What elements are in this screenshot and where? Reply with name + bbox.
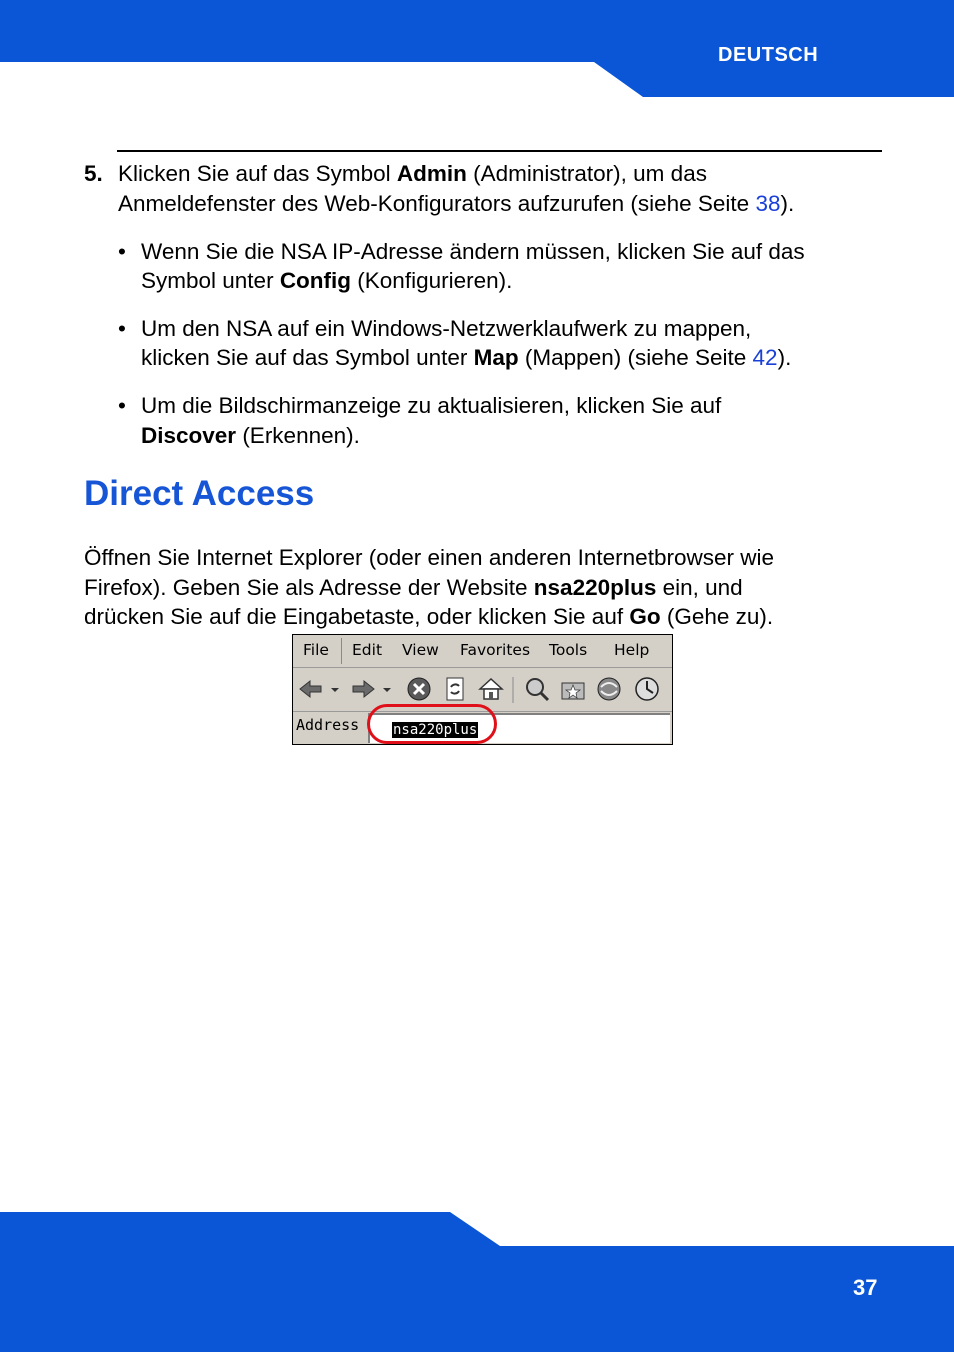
section-heading: Direct Access (84, 474, 315, 513)
step-number: 5. (84, 161, 103, 186)
address-value: nsa220plus (393, 722, 478, 738)
step-text-line-1: Klicken Sie auf das Symbol Admin (Administrator), um das (118, 161, 707, 186)
favorites-icon[interactable] (559, 675, 587, 703)
menu-favorites[interactable]: Favorites (460, 641, 531, 659)
bullet-2-line-2: klicken Sie auf das Symbol unter Map (Mappen) (siehe Seite 42). (141, 345, 792, 370)
language-label: DEUTSCH (718, 44, 819, 66)
bullet-1-line-1: Wenn Sie die NSA IP-Adresse ändern müssen, klicken Sie auf das (141, 239, 805, 264)
bullet-1-line-2: Symbol unter Config (Konfigurieren). (141, 268, 513, 293)
paragraph-line-2: Firefox). Geben Sie als Adresse der Website nsa220plus ein, und (84, 575, 743, 600)
media-icon[interactable] (595, 675, 623, 703)
top-rule (117, 150, 882, 152)
step-text-line-2: Anmeldefenster des Web-Konfigurators aufzurufen (siehe Seite 38). (118, 191, 795, 216)
paragraph-line-1: Öffnen Sie Internet Explorer (oder einen anderen Internetbrowser wie (84, 545, 774, 570)
menu-edit[interactable]: Edit (352, 641, 383, 659)
bullet-3-line-1: Um die Bildschirmanzeige zu aktualisieren, klicken Sie auf (141, 393, 722, 418)
stop-icon[interactable] (405, 675, 433, 703)
menu-help[interactable]: Help (614, 641, 650, 659)
back-dropdown-icon[interactable] (329, 675, 341, 703)
forward-arrow-icon[interactable] (349, 675, 377, 703)
menu-separator (341, 638, 342, 664)
back-arrow-icon[interactable] (297, 675, 325, 703)
highlight-circle (367, 704, 497, 744)
paragraph-line-3: drücken Sie auf die Eingabetaste, oder klicken Sie auf Go (Gehe zu). (84, 604, 774, 629)
page-number: 37 (853, 1275, 878, 1300)
menu-bar (293, 635, 672, 668)
forward-dropdown-icon[interactable] (381, 675, 393, 703)
address-label: Address (296, 716, 360, 734)
page-link-42[interactable]: 42 (752, 345, 778, 370)
bullet-marker: • (118, 316, 126, 341)
search-icon[interactable] (523, 675, 551, 703)
page-link-38[interactable]: 38 (755, 191, 781, 216)
bullet-marker: • (118, 393, 126, 418)
menu-tools[interactable]: Tools (549, 641, 588, 659)
bullet-marker: • (118, 239, 126, 264)
home-icon[interactable] (477, 675, 505, 703)
footer-band (0, 1212, 954, 1352)
menu-file[interactable]: File (303, 641, 329, 659)
bullet-3-line-2: Discover (Erkennen). (141, 423, 360, 448)
menu-view[interactable]: View (402, 641, 439, 659)
bullet-2-line-1: Um den NSA auf ein Windows-Netzwerklaufwerk zu mappen, (141, 316, 752, 341)
toolbar-separator (511, 675, 515, 703)
refresh-icon[interactable] (441, 675, 469, 703)
history-icon[interactable] (633, 675, 661, 703)
